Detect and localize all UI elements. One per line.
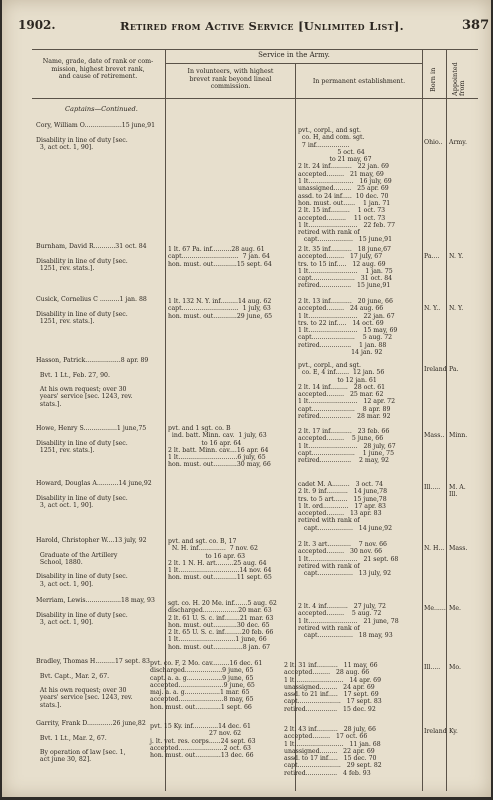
entry-born: Ireland: [424, 366, 447, 373]
entry-volunteer-service: 1 lt. 67 Pa. inf..........28 aug. 61 capt............................. 7 jan. 64 hon. must. out............15 sept. 64: [168, 246, 272, 268]
entry-volunteer-service: sgt. co. H. 20 Me. inf.......5 aug. 62 discharged..................20 mar. 63 2 lt. 61 U. S. c. inf........21 mar. 63 hon. must. out............30 dec. 65 2 lt. 65 U. S. c. inf.........20 feb. 66 1 lt.............................1 june, 66 hon. must. out...............8 jan. 67: [168, 600, 277, 651]
header-bottom-rule: [32, 98, 478, 99]
entry-volunteer-service: 1 lt. 132 N. Y. inf.........14 aug. 62 capt............................. 1 july, 63 hon. must. out............29 june, 65: [168, 298, 273, 320]
entry-permanent-service: 2 lt. 43 inf........... 28 july, 66 accepted......... 17 oct. 66 1 lt......................... 11 jan. 68 unassigned......... 22 apr. 69 assd. to 17 inf..... 15 dec. 70 capt...................... 29 sept. 82 retired................ 4 feb. 93: [284, 726, 382, 777]
entry-born: Mass..: [424, 432, 445, 439]
page-number: 387: [462, 18, 490, 33]
entry-permanent-service: 2 lt. 3 art............ 7 nov. 66 accepted......... 30 nov. 66 1 lt......................... 21 sept. 68 retired with rank of capt.................. 13 july, 92: [298, 541, 399, 578]
entry-born: Ohio..: [424, 139, 443, 146]
entry-born: Ireland: [424, 728, 447, 735]
entry-born: N. Y..: [424, 305, 441, 312]
entry-permanent-service: cadet M. A......... 3 oct. 74 2 lt. 9 inf........... 14 june,78 trs. to 5 art....... 15 june,78 1 lt. ord............. 17 apr. 83 accepted......... 13 apr. 83 retired with rank of capt.................. 14 june,92: [298, 481, 393, 532]
entry-appointed: M. A. Ill.: [449, 484, 466, 499]
entry-born: Pa....: [424, 253, 440, 260]
column-rule-3: [422, 49, 423, 791]
entry-name: Merriam, Lewis..................18 may, 93 Disability in line of duty [sec. 3, act oct. 1, 90].: [36, 597, 155, 626]
entry-name: Burnham, David R...........31 oct. 84 Disability in line of duty [sec. 1251, rev. stats.].: [36, 243, 147, 272]
entry-appointed: Mass.: [449, 545, 468, 552]
page-title: Retired from Active Service [Unlimited List].: [120, 19, 404, 33]
entry-volunteer-service: pvt. 15 Ky. inf.............14 dec. 61 27 nov. 62 j. lt. vet. res. corps......24 sept. 63 accepted.......................2 oct. 63 hon. must. out.............13 dec. 66: [150, 723, 256, 760]
entry-born: Ill.....: [424, 664, 441, 671]
ledger-page: [2, 0, 491, 797]
entry-appointed: Minn.: [449, 432, 468, 439]
entry-permanent-service: pvt., corpl., and sgt. co. E, 4 inf....... 12 jan. 56 to 12 jan. 61 2 lt. 14 inf......... 28 oct. 61 accepted......... 25 mar. 62 1 lt......................... 12 apr. 72 capt...................... 8 apr. 89 retired................ 28 mar. 92: [298, 362, 396, 421]
entry-appointed: Army.: [449, 139, 467, 146]
entry-appointed: Ky.: [449, 728, 458, 735]
entry-born: N. H...: [424, 545, 445, 552]
entry-name: Cory, William O...................15 june,91 Disability in line of duty [sec. 3, act oct. 1, 90].: [36, 122, 156, 151]
entry-permanent-service: 2 lt. 4 inf........... 27 july, 72 accepted......... 5 aug. 72 1 lt......................... 21 june, 78 retired with rank of capt.................. 18 may, 93: [298, 603, 399, 640]
entry-permanent-service: 2 lt. 17 inf........... 23 feb. 66 accepted......... 5 june, 66 1 lt......................... 28 july, 67 capt...................... 1 june, 75 retired................ 2 may, 92: [298, 428, 396, 465]
entry-name: Harold, Christopher W....13 july, 92 Graduate of the Artillery School, 1880. Disability in line of duty [sec. 3, act oct. 1, 90].: [36, 537, 147, 588]
entry-volunteer-service: pvt. co. F, 2 Mo. cav.........16 dec. 61 discharged...................9 june, 65 capt. a. a. g..................9 june, 65 accepted.......................9 june, 65 maj. a. a. g..................1 mar. 65 accepted.......................8 may, 65 hon. must. out.............1 sept. 66: [150, 660, 263, 711]
entry-volunteer-service: pvt. and 1 sgt. co. B ind. batt. Minn. cav. 1 july, 63 to 16 apr. 64 2 lt. batt. Minn. cav....16 apr. 64 1 lt..............................6 july, 65 hon. must. out............30 may, 66: [168, 425, 271, 469]
table-top-rule: [32, 49, 478, 50]
entry-name: Hasson, Patrick..................8 apr. 89 Bvt. 1 Lt., Feb. 27, 90. At his own request; over 30 years' service [sec. 1243, rev. stats.].: [36, 357, 149, 408]
col-born-header: Born in: [429, 67, 437, 92]
entry-appointed: N. Y.: [449, 305, 464, 312]
entry-volunteer-service: pvt. and sgt. co. B, 17 N. H. inf.............. 7 nov. 62 to 16 apr. 63 2 lt. 1 N. H. art.........25 aug. 64 1 lt...............................14 nov. 64 hon. must. out............11 sept. 65: [168, 538, 272, 582]
service-group-rule: [166, 63, 422, 64]
col-name-header: Name, grade, date of rank or com- mission, highest brevet rank, and cause of retirement.: [42, 58, 154, 81]
entry-appointed: Me.: [449, 605, 461, 612]
entry-permanent-service: 2 lt. 13 inf........... 20 june, 66 accepted......... 24 aug. 66 1 lt......................... 22 jan. 67 trs. to 22 inf..... 14 oct. 69 1 lt......................... 15 may, 69 capt...................... 5 aug. 72 retired................ 1 jan. 88 14 jan. 92: [298, 298, 398, 357]
col-permanent-header: In permanent establishment.: [312, 78, 406, 85]
section-label: Captains—Continued.: [65, 105, 138, 113]
entry-name: Howe, Henry S.................1 june,75 Disability in line of duty [sec. 1251, rev. stats.].: [36, 425, 147, 454]
entry-name: Cusick, Cornelius C ..........1 jan. 88 Disability in line of duty [sec. 1251, rev. stats.].: [36, 296, 147, 325]
entry-permanent-service: 2 lt. 31 inf........... 11 may, 66 accepted......... 28 aug. 66 1 lt......................... 14 apr. 69 unassigned......... 24 apr. 69 assd. to 21 inf..... 17 sept. 69 capt...................... 17 sept. 83 retired................ 15 dec. 92: [284, 662, 382, 713]
entry-born: Ill.....: [424, 484, 441, 491]
page-year: 1902.: [18, 18, 56, 32]
column-rule-4: [446, 49, 447, 791]
service-group-header: Service in the Army.: [258, 51, 330, 59]
entry-permanent-service: pvt., corpl., and sgt. co. H, and com. sgt. 7 inf................. 5 oct. 64 to 21 may, 67 2 lt. 24 inf........... 22 jan. 69 accepted......... 21 may, 69 1 lt....................... 16 july, 69 unassigned......... 25 apr. 69 assd. to 24 inf..... 10 dec. 70 hon. must. out...... 1 jan. 71 2 lt. 15 inf.......... 1 oct. 73 accepted.......... 11 oct. 73 1 lt......................... 22 feb. 77 retired with rank of capt.................. 15 june,91: [298, 127, 395, 244]
entry-appointed: Mo.: [449, 664, 461, 671]
entry-name: Bradley, Thomas H..........17 sept. 83 Bvt. Capt., Mar. 2, 67. At his own request; over 30 years' service [sec. 1243, rev. stats.].: [36, 658, 150, 709]
entry-permanent-service: 2 lt. 35 inf........... 18 june,67 accepted......... 17 july, 67 trs. to 15 inf..... 12 aug. 69 1 lt......................... 1 jan. 75 capt...................... 31 oct. 84 retired................ 15 june,91: [298, 246, 393, 290]
entry-name: Howard, Douglas A...........14 june,92 Disability in line of duty [sec. 3, act oct. 1, 90].: [36, 480, 152, 509]
col-volunteers-header: In volunteers, with highest brevet rank beyond lineal commission.: [187, 68, 274, 91]
entry-appointed: N. Y.: [449, 253, 464, 260]
entry-born: Me......: [424, 605, 446, 612]
entry-appointed: Pa.: [449, 366, 459, 373]
col-appointed-header: Appointed from: [451, 62, 466, 96]
entry-name: Garrity, Frank D.............26 june,82 Bvt. 1 Lt., Mar. 2, 67. By operation of law [sec. 1, act june 30, 82].: [36, 720, 146, 764]
